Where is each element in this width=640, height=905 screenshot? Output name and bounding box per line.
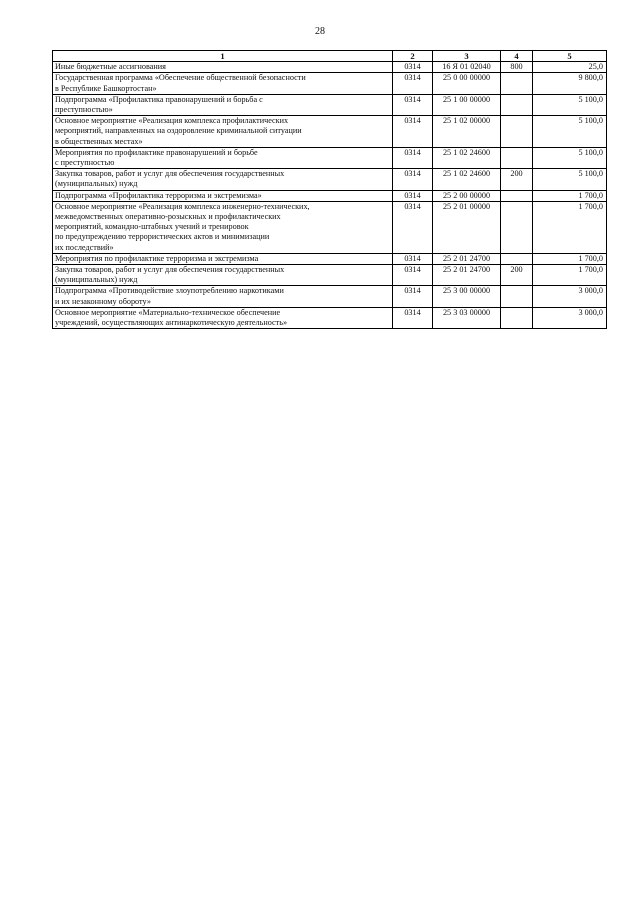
table-body <box>53 62 607 329</box>
table-row <box>53 94 607 115</box>
cell-section-code: 0314 <box>393 253 433 264</box>
cell-section-code: 0314 <box>393 147 433 168</box>
cell-amount: 1 700,0 <box>533 253 607 264</box>
cell-amount: 1 700,0 <box>533 190 607 201</box>
cell-expense-type <box>501 286 533 307</box>
cell-expense-type <box>501 73 533 94</box>
cell-section-code: 0314 <box>393 307 433 328</box>
table-row <box>53 147 607 168</box>
cell-expense-type <box>501 94 533 115</box>
cell-amount: 5 100,0 <box>533 169 607 190</box>
header-col-2: 2 <box>393 51 433 62</box>
cell-amount: 9 800,0 <box>533 73 607 94</box>
table-row <box>53 190 607 201</box>
table-row <box>53 73 607 94</box>
cell-section-code: 0314 <box>393 73 433 94</box>
table-row <box>53 265 607 286</box>
cell-amount: 5 100,0 <box>533 94 607 115</box>
budget-table <box>52 50 607 329</box>
cell-target-code: 25 0 00 00000 <box>433 73 501 94</box>
cell-name: Иные бюджетные ассигнования <box>53 62 393 73</box>
cell-target-code: 25 2 00 00000 <box>433 190 501 201</box>
cell-amount: 5 100,0 <box>533 116 607 148</box>
cell-section-code: 0314 <box>393 265 433 286</box>
cell-section-code: 0314 <box>393 201 433 253</box>
cell-target-code: 16 Я 01 02040 <box>433 62 501 73</box>
cell-name: Основное мероприятие «Реализация комплекса профилактических мероприятий, направленных на оздоровление криминальной ситуации в общественных местах» <box>53 116 393 148</box>
table-row <box>53 169 607 190</box>
table-row <box>53 201 607 253</box>
header-col-1: 1 <box>53 51 393 62</box>
cell-section-code: 0314 <box>393 62 433 73</box>
cell-expense-type: 200 <box>501 265 533 286</box>
cell-expense-type <box>501 116 533 148</box>
cell-target-code: 25 1 02 24600 <box>433 169 501 190</box>
page-number: 28 <box>315 26 325 37</box>
cell-expense-type <box>501 190 533 201</box>
cell-section-code: 0314 <box>393 116 433 148</box>
cell-name: Подпрограмма «Противодействие злоупотреблению наркотиками и их незаконному обороту» <box>53 286 393 307</box>
cell-section-code: 0314 <box>393 286 433 307</box>
cell-name: Государственная программа «Обеспечение общественной безопасности в Республике Башкортостан» <box>53 73 393 94</box>
cell-amount: 1 700,0 <box>533 265 607 286</box>
cell-section-code: 0314 <box>393 190 433 201</box>
cell-expense-type <box>501 307 533 328</box>
cell-amount: 25,0 <box>533 62 607 73</box>
cell-expense-type: 800 <box>501 62 533 73</box>
table-row <box>53 307 607 328</box>
cell-name: Закупка товаров, работ и услуг для обеспечения государственных (муниципальных) нужд <box>53 169 393 190</box>
cell-target-code: 25 3 03 00000 <box>433 307 501 328</box>
cell-amount: 5 100,0 <box>533 147 607 168</box>
cell-amount: 1 700,0 <box>533 201 607 253</box>
table-row <box>53 62 607 73</box>
cell-expense-type <box>501 253 533 264</box>
cell-target-code: 25 1 02 24600 <box>433 147 501 168</box>
cell-name: Закупка товаров, работ и услуг для обеспечения государственных (муниципальных) нужд <box>53 265 393 286</box>
cell-name: Основное мероприятие «Реализация комплекса инженерно-технических, межведомственных оперативно-розыскных и профилактических мероприятий, командно-штабных учений и тренировок по предупреждению террористических актов и минимизации их последствий» <box>53 201 393 253</box>
header-col-4: 4 <box>501 51 533 62</box>
cell-target-code: 25 2 01 00000 <box>433 201 501 253</box>
cell-target-code: 25 2 01 24700 <box>433 265 501 286</box>
header-col-5: 5 <box>533 51 607 62</box>
cell-target-code: 25 3 00 00000 <box>433 286 501 307</box>
table-row <box>53 286 607 307</box>
cell-section-code: 0314 <box>393 94 433 115</box>
cell-expense-type <box>501 147 533 168</box>
cell-section-code: 0314 <box>393 169 433 190</box>
cell-target-code: 25 2 01 24700 <box>433 253 501 264</box>
table-header-row <box>53 51 607 62</box>
cell-name: Мероприятия по профилактике правонарушений и борьбе с преступностью <box>53 147 393 168</box>
table-row <box>53 116 607 148</box>
cell-expense-type <box>501 201 533 253</box>
header-col-3: 3 <box>433 51 501 62</box>
cell-target-code: 25 1 00 00000 <box>433 94 501 115</box>
cell-name: Основное мероприятие «Материально-техническое обеспечение учреждений, осуществляющих антинаркотическую деятельность» <box>53 307 393 328</box>
cell-name: Подпрограмма «Профилактика правонарушений и борьба с преступностью» <box>53 94 393 115</box>
table-row <box>53 253 607 264</box>
cell-target-code: 25 1 02 00000 <box>433 116 501 148</box>
cell-amount: 3 000,0 <box>533 286 607 307</box>
cell-name: Мероприятия по профилактике терроризма и экстремизма <box>53 253 393 264</box>
cell-expense-type: 200 <box>501 169 533 190</box>
cell-amount: 3 000,0 <box>533 307 607 328</box>
cell-name: Подпрограмма «Профилактика терроризма и экстремизма» <box>53 190 393 201</box>
